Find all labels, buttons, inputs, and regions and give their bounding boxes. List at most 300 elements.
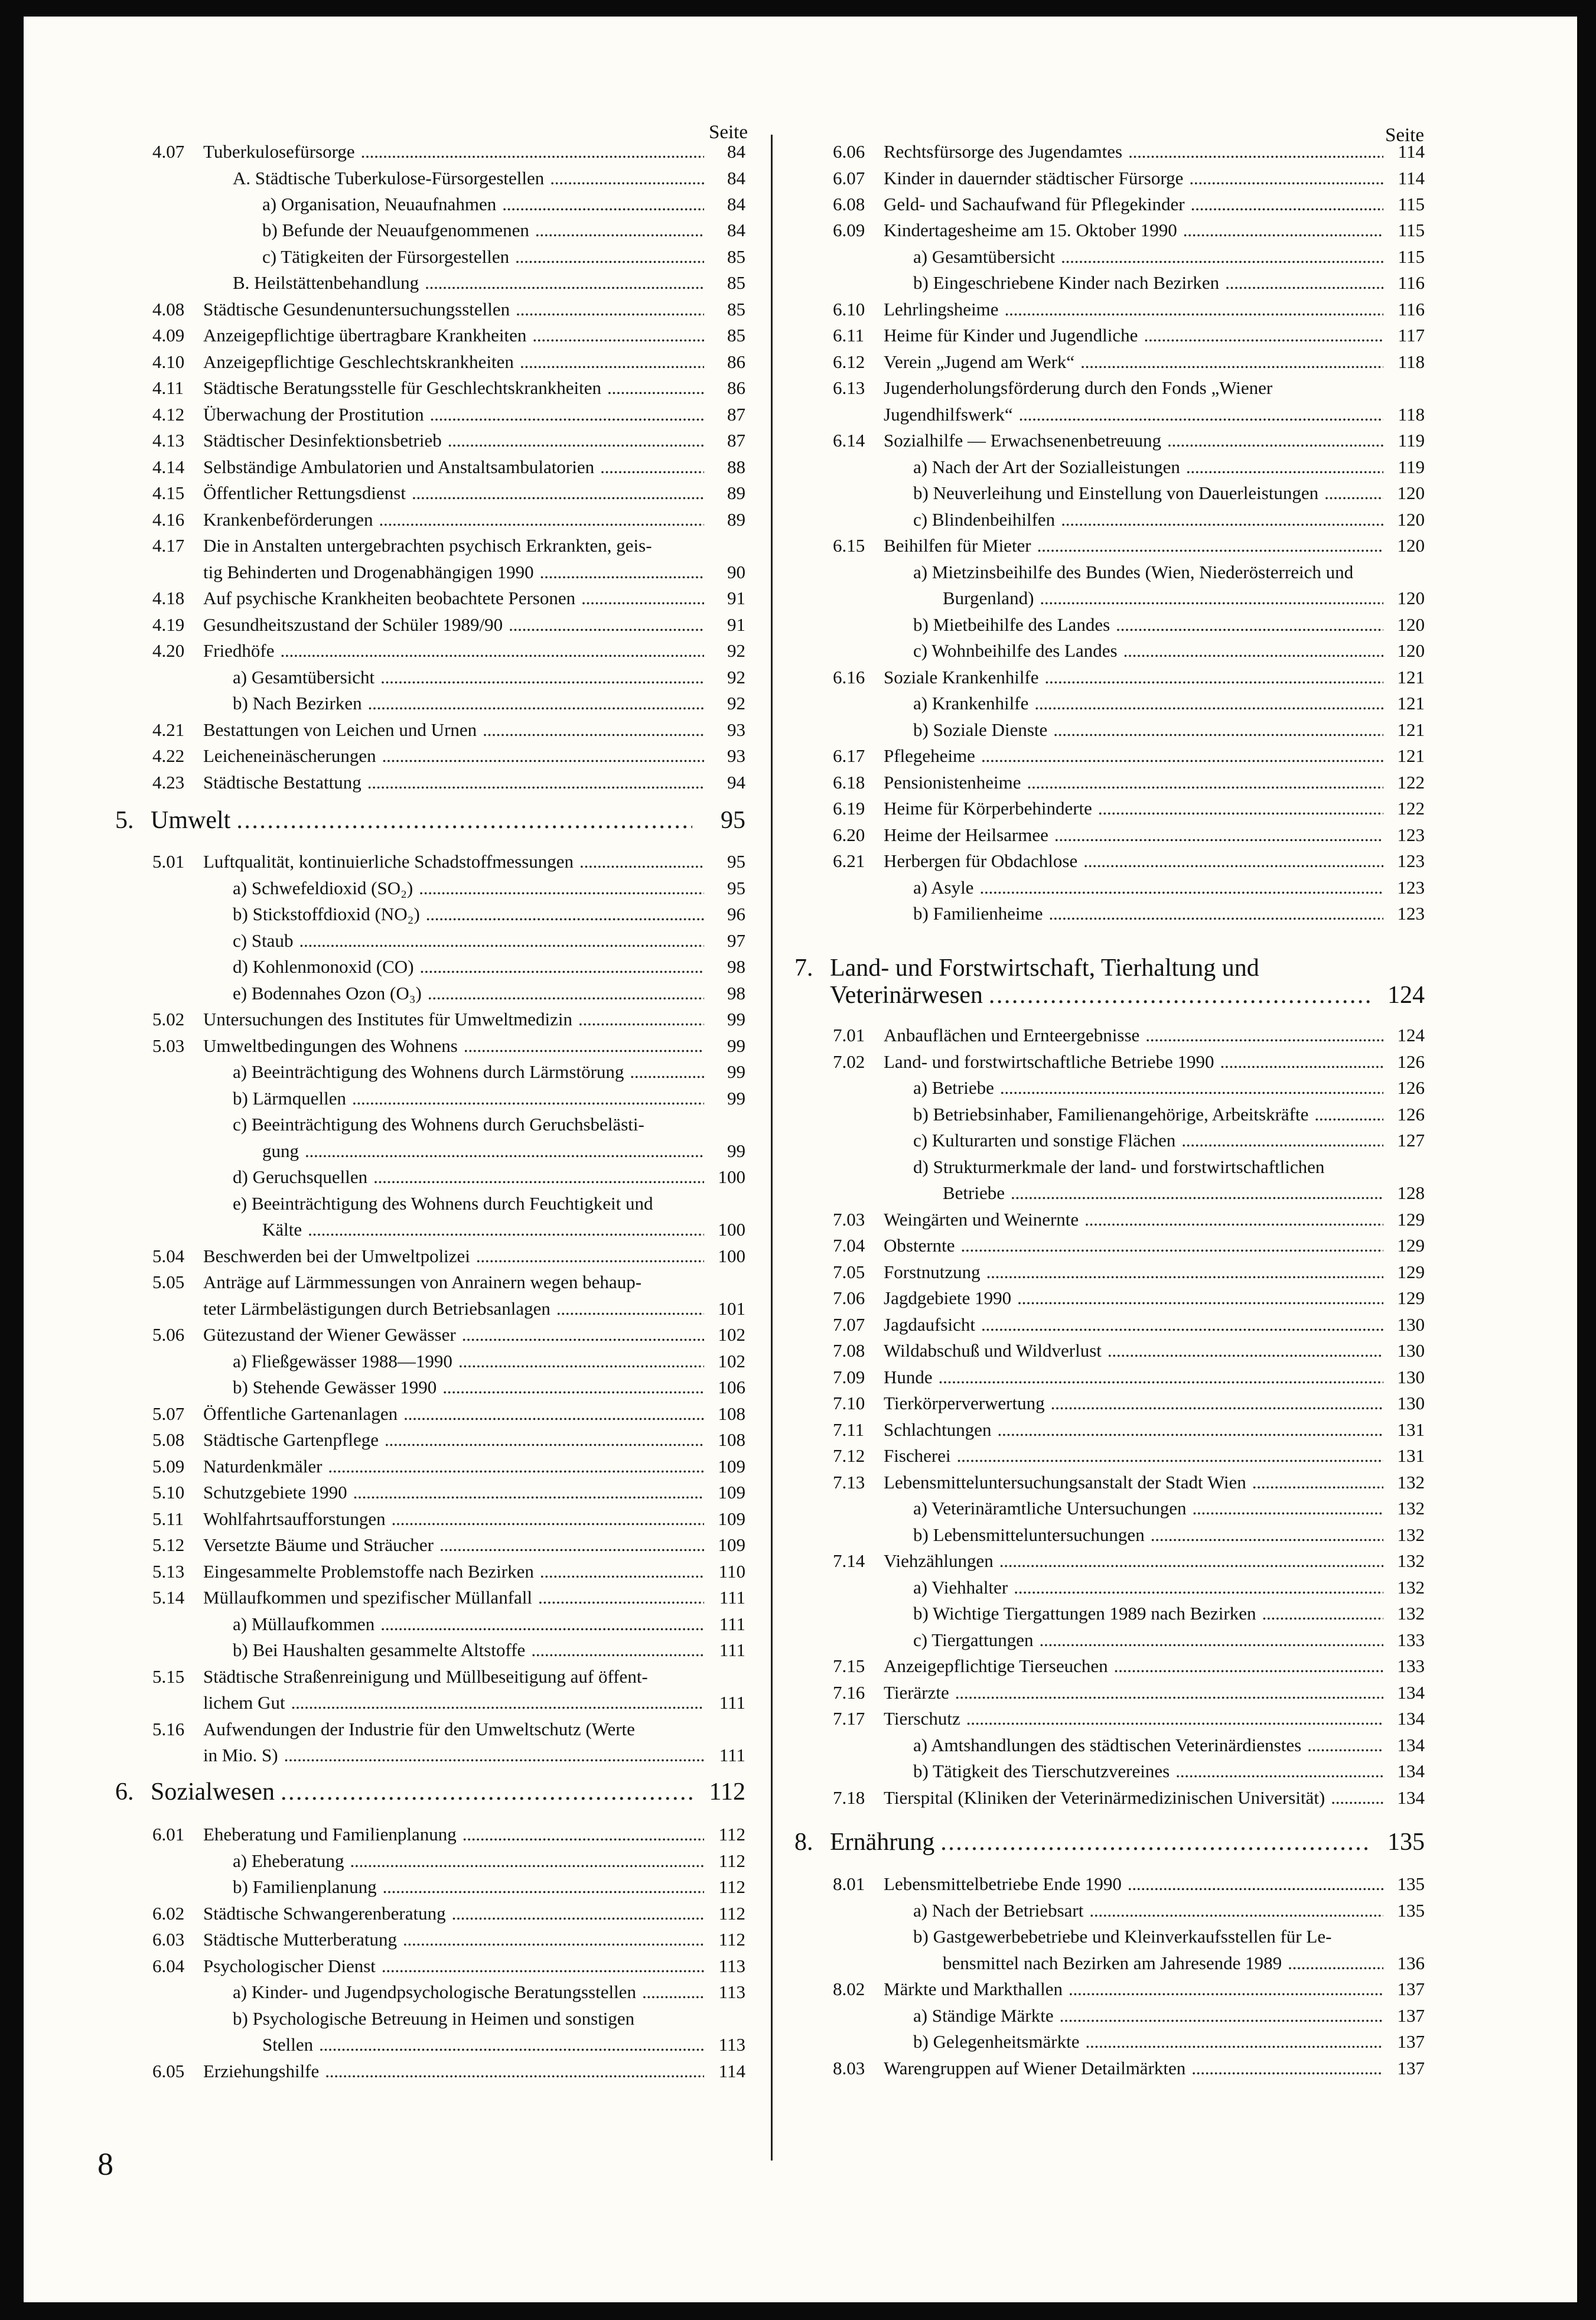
- toc-entry[interactable]: [152, 2034, 745, 2055]
- toc-entry[interactable]: [833, 351, 1425, 373]
- entry-title: a) Gesamtübersicht: [233, 667, 375, 687]
- toc-entry[interactable]: [152, 1141, 745, 1162]
- entry-title: Öffentliche Gartenanlagen: [203, 1403, 398, 1424]
- entry-title: c) Staub: [233, 930, 294, 951]
- toc-entry[interactable]: [152, 719, 745, 741]
- entry-number: 5.12: [152, 1534, 185, 1555]
- entry-number: 5.04: [152, 1246, 185, 1266]
- leader-dots: [607, 377, 704, 399]
- entry-title: Tierspital (Kliniken der Veterinärmedizinischen Universität): [884, 1787, 1325, 1808]
- entry-number: 6.01: [152, 1824, 185, 1845]
- entry-title: Pensionistenheime: [884, 772, 1021, 793]
- leader-dots: [540, 562, 704, 583]
- toc-entry[interactable]: [152, 1009, 745, 1030]
- entry-page: 92: [727, 667, 745, 687]
- toc-entry[interactable]: [152, 1298, 745, 1319]
- entry-number: 4.07: [152, 141, 185, 162]
- toc-entry[interactable]: [833, 1472, 1425, 1493]
- entry-title: Wohlfahrtsaufforstungen: [203, 1508, 386, 1529]
- toc-entry[interactable]: [833, 272, 1425, 294]
- toc-entry[interactable]: [833, 430, 1425, 451]
- toc-entry[interactable]: [833, 168, 1425, 189]
- section-number: 5.: [115, 807, 134, 834]
- entry-title: a) Ständige Märkte: [913, 2005, 1054, 2026]
- section-heading[interactable]: [794, 1829, 1425, 1856]
- leader-dots: [1083, 851, 1383, 872]
- entry-title: Naturdenkmäler: [203, 1456, 323, 1477]
- entry-title: Warengruppen auf Wiener Detailmärkten: [884, 2058, 1186, 2078]
- toc-entry[interactable]: [833, 1025, 1425, 1046]
- entry-title: a) Krankenhilfe: [913, 693, 1029, 713]
- entry-number: 6.10: [833, 299, 865, 320]
- entry-page: 86: [727, 351, 745, 372]
- toc-entry[interactable]: [152, 299, 745, 320]
- entry-page: 84: [727, 194, 745, 214]
- toc-entry[interactable]: [833, 377, 1272, 399]
- entry-page: 99: [727, 1141, 745, 1161]
- section-heading[interactable]: [115, 1778, 745, 1806]
- toc-entry[interactable]: [152, 1482, 745, 1503]
- toc-entry[interactable]: [152, 1745, 745, 1766]
- entry-page: 85: [727, 246, 745, 267]
- entry-title: Müllaufkommen und spezifischer Müllanfall: [203, 1587, 533, 1608]
- entry-title: Gesundheitszustand der Schüler 1989/90: [203, 614, 503, 635]
- section-heading-line2[interactable]: [830, 982, 1425, 1009]
- toc-entry[interactable]: [833, 798, 1425, 819]
- entry-page: 137: [1397, 1979, 1425, 1999]
- toc-entry[interactable]: [152, 457, 745, 478]
- toc-entry[interactable]: [833, 1262, 1425, 1283]
- toc-entry[interactable]: [152, 1351, 745, 1372]
- toc-entry[interactable]: [833, 719, 1425, 741]
- entry-title: Anzeigepflichtige Tierseuchen: [884, 1656, 1108, 1676]
- toc-entry[interactable]: [833, 1735, 1425, 1756]
- entry-number: 8.01: [833, 1873, 865, 1894]
- toc-entry[interactable]: [833, 1953, 1425, 1974]
- toc-entry[interactable]: [152, 1088, 745, 1109]
- toc-entry[interactable]: [152, 1719, 635, 1740]
- entry-title: Stellen: [262, 2034, 314, 2055]
- entry-page: 130: [1397, 1393, 1425, 1413]
- entry-title: Sozialhilfe — Erwachsenenbetreuung: [884, 430, 1161, 451]
- entry-title: tig Behinderten und Drogenabhängigen 1990: [203, 562, 534, 582]
- leader-dots: [420, 956, 704, 977]
- toc-entry[interactable]: [152, 2061, 745, 2082]
- leader-dots: [352, 1088, 704, 1109]
- toc-entry[interactable]: [152, 1561, 745, 1582]
- entry-number: 6.04: [152, 1956, 185, 1976]
- entry-page: 111: [719, 1692, 745, 1713]
- entry-page: 87: [727, 404, 745, 425]
- toc-entry[interactable]: [152, 1956, 745, 1977]
- entry-number: 5.08: [152, 1429, 185, 1450]
- leader-dots: [1034, 693, 1383, 714]
- entry-page: 119: [1398, 457, 1425, 477]
- entry-page: 85: [727, 272, 745, 293]
- leader-dots: [328, 1456, 704, 1477]
- leader-dots: [281, 1778, 692, 1806]
- toc-entry[interactable]: [833, 1419, 1425, 1441]
- toc-entry[interactable]: [152, 1061, 745, 1083]
- leader-dots: [940, 1829, 1372, 1856]
- entry-page: 134: [1397, 1787, 1425, 1808]
- toc-entry[interactable]: [833, 1498, 1425, 1519]
- toc-entry[interactable]: [833, 1077, 1425, 1099]
- entry-number: 7.02: [833, 1051, 865, 1072]
- section-number: 6.: [115, 1778, 134, 1806]
- entry-number: 5.13: [152, 1561, 185, 1582]
- entry-title: Herbergen für Obdachlose: [884, 851, 1078, 871]
- toc-entry[interactable]: [152, 667, 745, 688]
- entry-page: 99: [727, 1088, 745, 1109]
- section-heading[interactable]: [115, 807, 745, 834]
- toc-entry[interactable]: [833, 1314, 1425, 1335]
- entry-page: 127: [1397, 1130, 1425, 1151]
- toc-entry[interactable]: [833, 772, 1425, 793]
- toc-entry[interactable]: [152, 562, 745, 583]
- toc-entry[interactable]: [833, 535, 1425, 556]
- leader-dots: [1307, 1735, 1383, 1756]
- toc-entry[interactable]: [833, 1630, 1425, 1651]
- toc-entry[interactable]: [152, 168, 745, 189]
- toc-entry[interactable]: [152, 1692, 745, 1713]
- entry-title: Öffentlicher Rettungsdienst: [203, 483, 406, 503]
- toc-entry[interactable]: [833, 194, 1425, 215]
- entry-page: 100: [718, 1219, 745, 1240]
- entry-page: 92: [727, 640, 745, 661]
- toc-entry[interactable]: [152, 588, 745, 609]
- toc-entry[interactable]: [152, 1614, 745, 1635]
- toc-entry[interactable]: [152, 1850, 745, 1872]
- entry-number: 6.07: [833, 168, 865, 188]
- toc-entry[interactable]: [833, 404, 1425, 425]
- toc-entry[interactable]: [833, 1761, 1425, 1782]
- toc-entry[interactable]: [833, 903, 1425, 924]
- entry-page: 108: [718, 1429, 745, 1450]
- toc-entry[interactable]: [152, 483, 745, 504]
- toc-entry[interactable]: [152, 430, 745, 451]
- toc-entry[interactable]: [152, 745, 745, 767]
- entry-number: 4.15: [152, 483, 185, 503]
- entry-page: 90: [727, 562, 745, 582]
- entry-number: 4.18: [152, 588, 185, 608]
- toc-entry[interactable]: [152, 1114, 644, 1135]
- leader-dots: [1175, 1761, 1383, 1782]
- toc-entry[interactable]: [833, 877, 1425, 898]
- toc-entry[interactable]: [152, 272, 745, 294]
- leader-dots: [1098, 798, 1383, 819]
- toc-entry[interactable]: [833, 1393, 1425, 1414]
- toc-entry[interactable]: [152, 1640, 745, 1661]
- leader-dots: [403, 1403, 704, 1425]
- entry-page: 98: [727, 956, 745, 977]
- leader-dots: [516, 299, 704, 320]
- entry-number: 4.17: [152, 535, 185, 556]
- leader-dots: [281, 640, 704, 662]
- toc-entry[interactable]: [833, 1130, 1425, 1151]
- toc-entry[interactable]: [152, 1193, 653, 1214]
- entry-title: Hunde: [884, 1367, 933, 1387]
- toc-entry[interactable]: [152, 377, 745, 399]
- entry-title: Betriebe: [943, 1182, 1005, 1203]
- entry-page: 95: [727, 851, 745, 872]
- toc-entry[interactable]: [152, 141, 745, 162]
- entry-page: 96: [727, 904, 745, 924]
- toc-entry[interactable]: [152, 1876, 745, 1898]
- leader-dots: [464, 1035, 704, 1057]
- entry-title: Weingärten und Weinernte: [884, 1209, 1079, 1230]
- toc-entry[interactable]: [152, 772, 745, 793]
- toc-entry[interactable]: [833, 483, 1425, 504]
- entry-page: 113: [718, 2034, 745, 2055]
- leader-dots: [319, 2034, 704, 2055]
- toc-entry[interactable]: [833, 1367, 1425, 1388]
- entry-number: 6.21: [833, 851, 865, 871]
- toc-entry[interactable]: [152, 1982, 745, 2003]
- entry-title: A. Städtische Tuberkulose-Fürsorgestellen: [233, 168, 545, 188]
- entry-title: Städtische Gesundenuntersuchungsstellen: [203, 299, 510, 320]
- toc-entry[interactable]: [833, 2005, 1425, 2026]
- leader-dots: [1005, 299, 1383, 320]
- leader-dots: [305, 1141, 704, 1162]
- toc-entry[interactable]: [833, 1787, 1425, 1809]
- entry-number: 6.18: [833, 772, 865, 793]
- toc-entry[interactable]: [152, 509, 745, 530]
- leader-dots: [367, 772, 704, 793]
- toc-entry[interactable]: [833, 693, 1425, 714]
- toc-entry[interactable]: [833, 851, 1425, 872]
- leader-dots: [1220, 1051, 1383, 1073]
- toc-entry[interactable]: [833, 640, 1425, 662]
- entry-number: 7.10: [833, 1393, 865, 1413]
- entry-number: 5.10: [152, 1482, 185, 1503]
- entry-title: b) Gastgewerbebetriebe und Kleinverkaufsstellen für Le-: [913, 1926, 1332, 1947]
- toc-entry[interactable]: [152, 325, 745, 346]
- leader-dots: [1045, 667, 1383, 688]
- toc-entry[interactable]: [833, 1340, 1425, 1361]
- entry-page: 109: [718, 1508, 745, 1529]
- entry-title: c) Wohnbeihilfe des Landes: [913, 640, 1118, 661]
- entry-number: 7.07: [833, 1314, 865, 1335]
- document-page: [24, 17, 1577, 2302]
- entry-page: 123: [1397, 877, 1425, 898]
- toc-entry[interactable]: [833, 562, 1353, 583]
- entry-page: 129: [1397, 1209, 1425, 1230]
- leader-dots: [1128, 141, 1383, 162]
- entry-title: a) Beeinträchtigung des Wohnens durch Lärmstörung: [233, 1061, 624, 1082]
- toc-entry[interactable]: [833, 1656, 1425, 1677]
- toc-entry[interactable]: [152, 194, 745, 215]
- entry-page: 120: [1397, 483, 1425, 503]
- toc-entry[interactable]: [833, 246, 1425, 268]
- toc-entry[interactable]: [152, 1824, 745, 1845]
- leader-dots: [1040, 1630, 1384, 1651]
- toc-entry[interactable]: [833, 299, 1425, 320]
- entry-title: Anbauflächen und Ernteergebnisse: [884, 1025, 1140, 1045]
- toc-entry[interactable]: [152, 2008, 634, 2029]
- toc-entry[interactable]: [833, 1235, 1425, 1256]
- toc-entry[interactable]: [833, 1182, 1425, 1204]
- toc-entry[interactable]: [152, 983, 745, 1004]
- entry-number: 5.07: [152, 1403, 185, 1424]
- toc-entry[interactable]: [152, 246, 745, 268]
- leader-dots: [1061, 509, 1383, 530]
- entry-number: 4.21: [152, 719, 185, 740]
- toc-entry[interactable]: [152, 1246, 745, 1267]
- page-number: 8: [97, 2146, 113, 2182]
- leader-dots: [556, 1298, 704, 1319]
- entry-page: 137: [1397, 2031, 1425, 2052]
- toc-entry[interactable]: [833, 588, 1425, 609]
- toc-entry[interactable]: [152, 693, 745, 714]
- toc-entry[interactable]: [833, 1708, 1425, 1729]
- toc-entry[interactable]: [833, 1873, 1425, 1895]
- toc-entry[interactable]: [152, 1456, 745, 1477]
- toc-entry[interactable]: [833, 1104, 1425, 1125]
- toc-entry[interactable]: [833, 141, 1425, 162]
- leader-dots: [1011, 1182, 1383, 1204]
- toc-entry[interactable]: [152, 851, 745, 872]
- entry-title: a) Nach der Betriebsart: [913, 1900, 1084, 1921]
- entry-title: b) Wichtige Tiergattungen 1989 nach Bezirken: [913, 1603, 1256, 1624]
- leader-dots: [1189, 168, 1383, 189]
- leader-dots: [430, 404, 704, 425]
- entry-page: 130: [1397, 1367, 1425, 1387]
- toc-entry[interactable]: [152, 1377, 745, 1398]
- entry-title: B. Heilstättenbehandlung: [233, 272, 419, 293]
- entry-page: 99: [727, 1061, 745, 1082]
- toc-entry[interactable]: [152, 1403, 745, 1425]
- toc-entry[interactable]: [833, 220, 1425, 241]
- leader-dots: [540, 1561, 704, 1582]
- entry-number: 7.12: [833, 1445, 865, 1466]
- leader-dots: [600, 457, 704, 478]
- entry-page: 137: [1397, 2005, 1425, 2026]
- leader-dots: [442, 1377, 704, 1398]
- entry-title: b) Soziale Dienste: [913, 719, 1048, 740]
- toc-entry[interactable]: [833, 825, 1425, 846]
- toc-entry[interactable]: [833, 1577, 1425, 1598]
- toc-entry[interactable]: [833, 1900, 1425, 1921]
- toc-entry[interactable]: [833, 1209, 1425, 1230]
- entry-title: Heime der Heilsarmee: [884, 825, 1048, 845]
- toc-entry[interactable]: [152, 878, 745, 899]
- toc-entry[interactable]: [152, 220, 745, 241]
- section-heading[interactable]: [794, 954, 1259, 982]
- toc-entry[interactable]: [833, 1603, 1425, 1624]
- entry-number: 4.22: [152, 745, 185, 766]
- toc-entry[interactable]: [833, 614, 1425, 636]
- toc-entry[interactable]: [152, 1508, 745, 1530]
- toc-entry[interactable]: [152, 956, 745, 977]
- leader-dots: [1151, 1524, 1383, 1546]
- toc-entry[interactable]: [833, 1550, 1425, 1572]
- toc-entry[interactable]: [152, 1272, 641, 1293]
- toc-entry[interactable]: [152, 1035, 745, 1057]
- entry-page: 126: [1397, 1104, 1425, 1125]
- leader-dots: [1053, 719, 1383, 741]
- entry-title: Heime für Körperbehinderte: [884, 798, 1092, 819]
- toc-entry[interactable]: [152, 1534, 745, 1556]
- entry-title: b) Nach Bezirken: [233, 693, 362, 713]
- toc-entry[interactable]: [833, 1051, 1425, 1073]
- entry-title: bensmittel nach Bezirken am Jahresende 1989: [943, 1953, 1282, 1973]
- toc-entry[interactable]: [152, 1929, 745, 1950]
- toc-entry[interactable]: [152, 904, 745, 925]
- section-page: 95: [721, 807, 745, 834]
- toc-entry[interactable]: [833, 2031, 1425, 2052]
- toc-entry[interactable]: [833, 1445, 1425, 1467]
- entry-title: Friedhöfe: [203, 640, 275, 661]
- toc-entry[interactable]: [833, 509, 1425, 530]
- leader-dots: [458, 1351, 704, 1372]
- entry-number: 8.02: [833, 1979, 865, 1999]
- leader-dots: [452, 1903, 704, 1924]
- entry-number: 7.03: [833, 1209, 865, 1230]
- leader-dots: [1014, 1577, 1383, 1598]
- toc-entry[interactable]: [833, 1288, 1425, 1309]
- entry-title: Märkte und Markthallen: [884, 1979, 1063, 1999]
- entry-page: 120: [1397, 614, 1425, 635]
- entry-title: Pflegeheime: [884, 745, 975, 766]
- entry-page: 112: [718, 1903, 745, 1924]
- toc-entry[interactable]: [152, 351, 745, 373]
- entry-page: 86: [727, 377, 745, 398]
- toc-entry[interactable]: [152, 1587, 745, 1608]
- toc-entry[interactable]: [833, 1926, 1331, 1947]
- entry-number: 5.14: [152, 1587, 185, 1608]
- leader-dots: [1324, 483, 1383, 504]
- leader-dots: [425, 272, 704, 294]
- entry-number: 7.11: [833, 1419, 865, 1440]
- toc-entry[interactable]: [152, 1429, 745, 1451]
- toc-entry[interactable]: [833, 325, 1425, 346]
- entry-page: 112: [718, 1876, 745, 1897]
- entry-number: 6.14: [833, 430, 865, 451]
- toc-entry[interactable]: [833, 745, 1425, 767]
- entry-title: Psychologischer Dienst: [203, 1956, 376, 1976]
- toc-entry[interactable]: [833, 667, 1425, 688]
- entry-title: Soziale Krankenhilfe: [884, 667, 1039, 687]
- toc-entry[interactable]: [152, 404, 745, 425]
- toc-entry[interactable]: [152, 1166, 745, 1188]
- toc-entry[interactable]: [833, 2058, 1425, 2079]
- leader-dots: [419, 878, 704, 899]
- toc-entry[interactable]: [833, 1979, 1425, 2000]
- toc-entry[interactable]: [833, 457, 1425, 478]
- toc-entry[interactable]: [152, 1903, 745, 1924]
- toc-entry[interactable]: [833, 1682, 1425, 1703]
- entry-number: 7.16: [833, 1682, 865, 1703]
- entry-page: 120: [1397, 535, 1425, 556]
- toc-entry[interactable]: [833, 1524, 1425, 1546]
- toc-entry[interactable]: [152, 1666, 648, 1687]
- entry-page: 129: [1397, 1235, 1425, 1256]
- entry-page: 115: [1398, 246, 1425, 267]
- toc-entry[interactable]: [833, 1156, 1324, 1178]
- toc-entry[interactable]: [152, 1324, 745, 1345]
- leader-dots: [1252, 1472, 1383, 1493]
- entry-number: 4.14: [152, 457, 185, 477]
- toc-entry[interactable]: [152, 640, 745, 662]
- leader-dots: [630, 1061, 704, 1083]
- entry-page: 89: [727, 483, 745, 503]
- toc-entry[interactable]: [152, 1219, 745, 1240]
- entry-title: Kinder in dauernder städtischer Fürsorge: [884, 168, 1184, 188]
- toc-entry[interactable]: [152, 535, 652, 556]
- toc-entry[interactable]: [152, 614, 745, 636]
- toc-entry[interactable]: [152, 930, 745, 952]
